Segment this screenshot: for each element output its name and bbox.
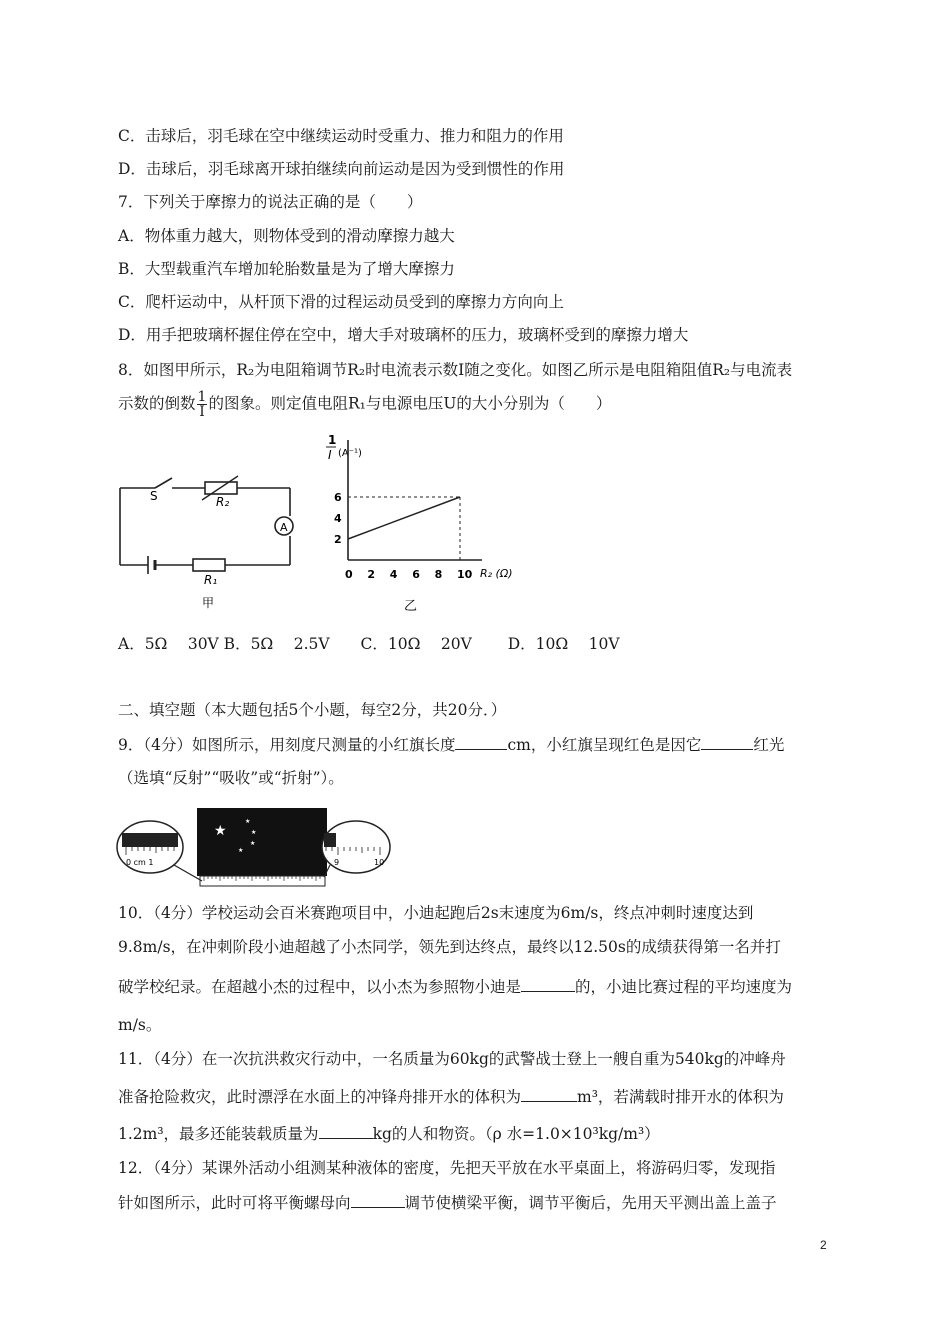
q11-text-c: 1.2m³，最多还能装载质量为 bbox=[118, 1125, 319, 1143]
ruler-left-label: 0 cm 1 bbox=[126, 858, 154, 867]
q11-text-a: 准备抢险救灾，此时漂浮在水面上的冲锋舟排开水的体积为 bbox=[118, 1088, 522, 1106]
answer-blank[interactable] bbox=[319, 1123, 373, 1139]
q10-text-a: 破学校纪录。在超越小杰的过程中，以小杰为参照物小迪是 bbox=[118, 978, 522, 996]
q8-options: A．5Ω 30V B．5Ω 2.5V C．10Ω 20V D．10Ω 10V bbox=[118, 635, 620, 653]
section-2-title: 二、填空题（本大题包括5个小题，每空2分，共20分．） bbox=[118, 701, 507, 719]
q6-option-c: C．击球后，羽毛球在空中继续运动时受重力、推力和阻力的作用 bbox=[118, 127, 564, 145]
q11-text-d: kg的人和物资。（ρ 水=1.0×10³kg/m³） bbox=[372, 1125, 660, 1143]
q9-line1 bbox=[118, 734, 784, 755]
fraction-one-over-i: $\frac{1}{I}$ bbox=[197, 389, 207, 420]
star-icon: ★ bbox=[214, 823, 227, 839]
q7-option-d: D．用手把玻璃杯握住停在空中，增大手对玻璃杯的压力，玻璃杯受到的摩擦力增大 bbox=[118, 326, 689, 344]
q11-line1: 11．（4分）在一次抗洪救灾行动中，一名质量为60kg的武警战士登上一艘自重为540kg的冲峰舟 bbox=[118, 1050, 786, 1068]
q10-text-b: 的，小迪比赛过程的平均速度为 bbox=[575, 978, 793, 996]
y-axis-unit: (A⁻¹) bbox=[338, 448, 362, 459]
ruler bbox=[200, 876, 325, 886]
x-tick-label: 0 bbox=[345, 568, 353, 581]
q9-text-a: 9．（4分）如图所示，用刻度尺测量的小红旗长度 bbox=[118, 736, 456, 754]
flag-edge-left bbox=[122, 833, 178, 847]
answer-blank[interactable] bbox=[455, 734, 507, 750]
page-number: 2 bbox=[820, 1238, 827, 1252]
flag-ruler-figure bbox=[112, 805, 392, 895]
y-tick-label: 6 bbox=[334, 491, 342, 504]
x-tick-label: 6 bbox=[412, 568, 420, 581]
ruler-right-label-9: 9 bbox=[334, 858, 340, 867]
y-tick-label: 2 bbox=[334, 533, 342, 546]
x-tick-label: 2 bbox=[367, 568, 376, 581]
y-tick-label: 4 bbox=[334, 512, 342, 525]
q11-text-b: m³，若满载时排开水的体积为 bbox=[577, 1088, 784, 1106]
q10-line3 bbox=[118, 976, 792, 997]
q9-line2: （选填“反射”“吸收”或“折射”）。 bbox=[118, 769, 344, 787]
series-line bbox=[348, 497, 460, 539]
ruler-right-label-10: 10 bbox=[374, 858, 385, 867]
switch-label: S bbox=[150, 489, 158, 503]
q12-line1: 12．（4分）某课外活动小组测某种液体的密度，先把天平放在水平桌面上，将游码归零，发现指 bbox=[118, 1159, 776, 1177]
q6-option-d: D．击球后，羽毛球离开球拍继续向前运动是因为受到惯性的作用 bbox=[118, 160, 565, 178]
q7-option-c: C．爬杆运动中，从杆顶下滑的过程运动员受到的摩擦力方向向上 bbox=[118, 293, 564, 311]
flag-edge-right bbox=[324, 833, 336, 847]
x-tick-label: 4 bbox=[389, 568, 398, 581]
q7-stem: 7．下列关于摩擦力的说法正确的是（ ） bbox=[118, 193, 423, 211]
q10-line1: 10．（4分）学校运动会百米赛跑项目中，小迪起跑后2s末速度为6m/s，终点冲刺时速度达到 bbox=[118, 904, 754, 922]
q8-stem-line1: 8．如图甲所示，R₂为电阻箱调节R₂时电流表示数I随之变化。如图乙所示是电阻箱阻值R₂与电流表 bbox=[118, 361, 793, 379]
r1-label: R₁ bbox=[204, 573, 218, 587]
q8-stem-text: 示数的倒数 bbox=[118, 394, 196, 413]
q10-line4: m/s。 bbox=[118, 1016, 162, 1034]
circuit-diagram bbox=[110, 470, 310, 615]
q12-text-b: 调节使横梁平衡，调节平衡后，先用天平测出盖上盖子 bbox=[404, 1194, 777, 1212]
q12-line2 bbox=[118, 1192, 777, 1213]
q9-text-b: cm，小红旗呈现红色是因它 bbox=[507, 736, 702, 754]
star-icon: ★ bbox=[250, 840, 256, 847]
answer-blank[interactable] bbox=[521, 1086, 577, 1102]
r2-label: R₂ bbox=[216, 495, 230, 509]
answer-blank[interactable] bbox=[701, 734, 753, 750]
q11-line2 bbox=[118, 1086, 784, 1107]
q8-stem-text-2: 的图象。则定值电阻R₁与电源电压U的大小分别为（ ） bbox=[208, 394, 612, 413]
q10-line2: 9.8m/s，在冲刺阶段小迪超越了小杰同学，领先到达终点，最终以12.50s的成绩获得第一名并打 bbox=[118, 938, 781, 956]
answer-blank[interactable] bbox=[351, 1192, 405, 1208]
answer-blank[interactable] bbox=[521, 976, 575, 992]
graph-axes bbox=[348, 440, 482, 560]
x-axis-label: R₂ (Ω) bbox=[480, 567, 513, 580]
star-icon: ★ bbox=[238, 847, 244, 854]
q8-stem-line2 bbox=[118, 390, 611, 419]
q7-option-b: B．大型载重汽车增加轮胎数量是为了增大摩擦力 bbox=[118, 260, 455, 278]
q11-line3 bbox=[118, 1123, 660, 1144]
x-tick-label: 8 bbox=[434, 568, 443, 581]
circuit-caption: 甲 bbox=[202, 596, 215, 610]
y-axis-label-den: I bbox=[328, 448, 332, 462]
q7-option-a: A．物体重力越大，则物体受到的滑动摩擦力越大 bbox=[118, 227, 455, 245]
q12-text-a: 针如图所示，此时可将平衡螺母向 bbox=[118, 1194, 351, 1212]
ammeter-label: A bbox=[280, 521, 288, 534]
y-axis-label-num: 1 bbox=[328, 433, 337, 447]
flag-image bbox=[197, 808, 327, 876]
x-tick-label: 10 bbox=[457, 568, 473, 581]
graph-inverse-current-vs-r2 bbox=[320, 432, 530, 622]
graph-series bbox=[348, 497, 460, 560]
graph-caption: 乙 bbox=[404, 599, 418, 614]
q9-text-c: 红光 bbox=[753, 736, 785, 754]
star-icon: ★ bbox=[245, 818, 251, 825]
star-icon: ★ bbox=[251, 829, 257, 836]
